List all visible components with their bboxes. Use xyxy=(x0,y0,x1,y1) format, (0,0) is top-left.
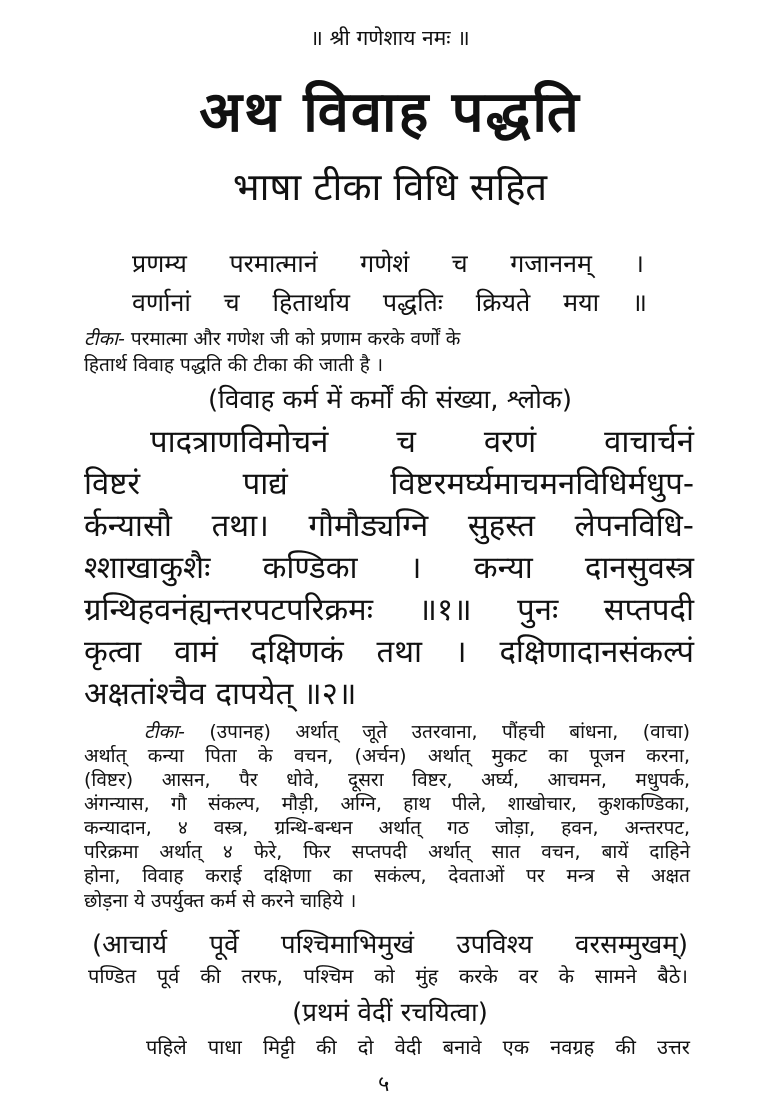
commentary-line: हितार्थ विवाह पद्धति की टीका की जाती है । xyxy=(84,354,384,376)
verse-line: कृत्वा वामं दक्षिणकं तथा । दक्षिणादानसंकल्पं xyxy=(84,634,694,670)
tika-label: टीका- xyxy=(84,328,125,350)
commentary-line: परिक्रमा अर्थात् ४ फेरे, फिर सप्तपदी अर्थात् सात वचन, बायें दाहिने xyxy=(84,841,690,863)
section-heading: (प्रथमं वेदीं रचयित्वा) xyxy=(292,998,488,1028)
verse-line: श्शाखाकुशैः कण्डिका । कन्या दानसुवस्त्र xyxy=(84,550,694,586)
commentary-line: छोड़ना ये उपर्युक्त कर्म से करने चाहिये । xyxy=(84,890,357,912)
page-title: अथ विवाह पद्धति xyxy=(199,80,581,145)
section-heading: (आचार्य पूर्वे पश्चिमाभिमुखं उपविश्य वरसम्मुखम्) xyxy=(92,930,688,960)
verse-line: र्कन्यासौ तथा। गौमौड्यग्नि सुहस्त लेपनविधि- xyxy=(84,508,694,544)
subtitle: भाषा टीका विधि सहित xyxy=(232,165,548,209)
page-number: ५ xyxy=(378,1072,390,1097)
verse-line: अक्षतांश्चैव दापयेत् ॥२॥ xyxy=(84,676,357,712)
invocation: ॥ श्री गणेशाय नमः ॥ xyxy=(310,26,470,50)
verse-line: वर्णानां च हितार्थाय पद्धतिः क्रियते मया ॥ xyxy=(132,288,647,317)
verse-line: ग्रन्थिहवनंह्यन्तरपटपरिक्रमः ॥१॥ पुनः सप्तपदी xyxy=(84,592,694,628)
commentary-text: परमात्मा और गणेश जी को प्रणाम करके वर्णों के xyxy=(130,328,461,350)
commentary-line: होना, विवाह कराई दक्षिणा का सकंल्प, देवताओं पर मन्त्र से अक्षत xyxy=(84,865,690,887)
verse-line: प्रणम्य परमात्मानं गणेशं च गजाननम् । xyxy=(132,249,644,278)
commentary-line: कन्यादान, ४ वस्त्र, ग्रन्थि-बन्धन अर्थात् गठ जोड़ा, हवन, अन्तरपट, xyxy=(84,817,690,839)
verse-line: पादत्राणविमोचनं च वरणं वाचार्चनं xyxy=(150,424,694,460)
instruction-line: पहिले पाधा मिट्टी की दो वेदी बनावे एक नवग्रह की उत्तर xyxy=(146,1035,690,1059)
commentary-line: (विष्टर) आसन, पैर धोवे, दूसरा विष्टर, अर्घ्य, आचमन, मधुपर्क, xyxy=(84,769,690,791)
instruction-line: पण्डित पूर्व की तरफ, पश्चिम को मुंह करके वर के सामने बैठे। xyxy=(88,964,688,988)
tika-label: टीका- xyxy=(144,721,185,743)
commentary-text: (उपानह) अर्थात् जूते उतरवाना, पौंहची बांधना, (वाचा) xyxy=(209,721,690,743)
section-heading: (विवाह कर्म में कर्मों की संख्या, श्लोक) xyxy=(208,385,572,415)
commentary-line xyxy=(144,718,690,744)
commentary-line xyxy=(84,325,690,351)
commentary-line: अंगन्यास, गौ संकल्प, मौड़ी, अग्नि, हाथ पीले, शाखोचार, कुशकण्डिका, xyxy=(84,793,690,815)
verse-line: विष्टरं पाद्यं विष्टरमर्घ्यमाचमनविधिर्मधुप- xyxy=(84,466,694,502)
commentary-line: अर्थात् कन्या पिता के वचन, (अर्चन) अर्थात् मुकट का पूजन करना, xyxy=(84,745,690,767)
